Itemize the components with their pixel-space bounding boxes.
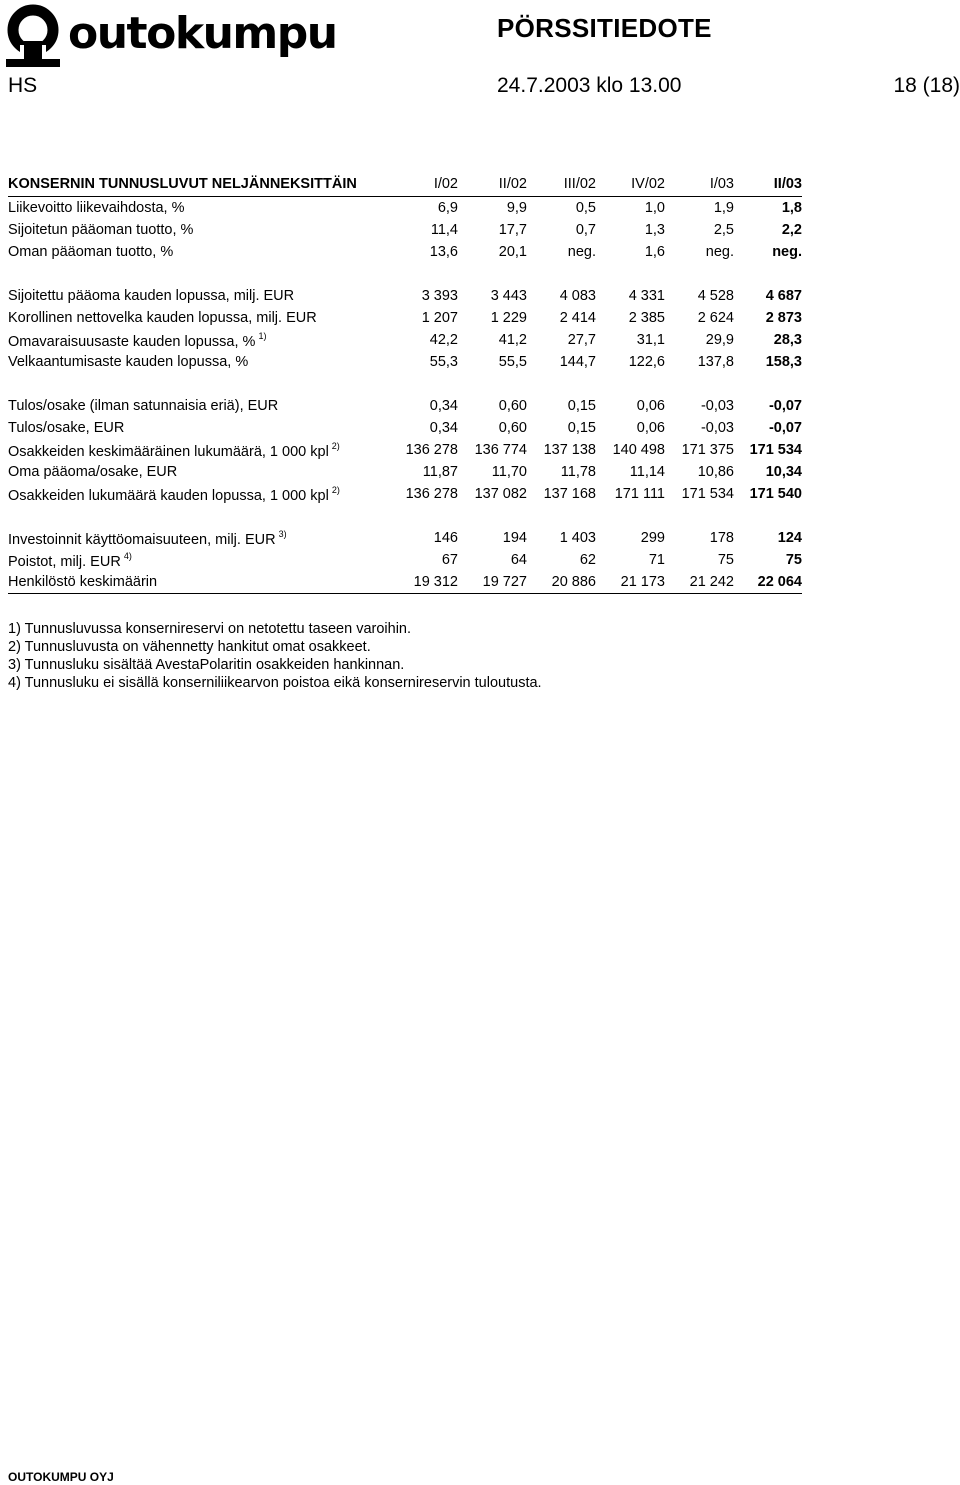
table-cell: 136 278 [405,486,458,502]
row-label-text: Sijoitetun pääoman tuotto, % [8,222,194,238]
table-cell: 171 534 [749,442,802,458]
table-cell: 4 083 [559,288,596,304]
table-cell: 64 [510,552,527,568]
table-cell: 2 873 [765,310,802,326]
table-cell: 1 403 [559,530,596,546]
table-cell: 2 385 [628,310,665,326]
table-cell: 28,3 [773,332,802,348]
row-label [8,483,391,505]
table-cell: 55,3 [429,354,458,370]
table-cell: 0,15 [567,420,596,436]
column-header: IV/02 [596,172,665,197]
row-label-text: Korollinen nettovelka kauden lopussa, milj. EUR [8,310,317,326]
row-label [8,197,391,220]
table-cell: 171 111 [614,486,665,502]
table-cell: 17,7 [498,222,527,238]
table-cell: 4 687 [765,288,802,304]
spacer-cell [8,505,802,527]
row-label-text: Velkaantumisaste kauden lopussa, % [8,354,249,370]
row-label-text: Omavaraisuusaste kauden lopussa, % [8,333,256,350]
table-cell: 10,34 [765,464,802,480]
table-cell: 13,6 [429,244,458,260]
company-logo [4,2,337,70]
table-cell: 1 229 [490,310,527,326]
table-row [8,461,802,483]
table-cell: 140 498 [612,442,665,458]
table-cell: 21 173 [596,571,665,594]
table-cell: 11,14 [629,464,665,480]
table-row [8,219,802,241]
table-cell: 171 540 [749,486,802,502]
table-cell: 19 312 [391,571,458,594]
row-label [8,461,391,483]
table-row [8,241,802,263]
header-hs: HS [8,74,38,97]
table-cell: 1,8 [781,200,802,216]
row-label [8,219,391,241]
table-row [8,197,802,220]
table-cell: 21 242 [665,571,734,594]
table-title: KONSERNIN TUNNUSLUVUT NELJÄNNEKSITTÄIN [8,172,391,197]
table-cell: -0,07 [768,398,802,414]
table-cell: 75 [717,552,734,568]
column-header: II/03 [734,172,802,197]
table-cell: neg. [567,244,596,260]
table-cell: 178 [709,530,734,546]
document-title: PÖRSSITIEDOTE [497,13,712,43]
table-cell: 137 168 [543,486,596,502]
row-label [8,351,391,373]
row-label [8,395,391,417]
row-label [8,439,391,461]
table-cell: 27,7 [567,332,596,348]
row-label [8,329,391,351]
header-date: 24.7.2003 klo 13.00 [497,74,682,97]
table-cell: 2 624 [697,310,734,326]
table-cell: 11,87 [422,464,458,480]
table-cell: 4 528 [697,288,734,304]
row-label [8,241,391,263]
table-cell: 136 278 [405,442,458,458]
row-label-text: Henkilöstö keskimäärin [8,574,158,590]
table-cell: 1 207 [421,310,458,326]
table-row [8,285,802,307]
table-cell: 9,9 [506,200,527,216]
kpi-table [8,172,802,594]
table-row [8,329,802,351]
omega-logo-icon [4,3,62,69]
row-label-text: Investoinnit käyttöomaisuuteen, milj. EUR [8,531,276,548]
table-cell: 29,9 [705,332,734,348]
table-cell: 144,7 [559,354,596,370]
table-cell: 22 064 [734,571,802,594]
table-row [8,307,802,329]
table-cell: -0,03 [700,398,734,414]
table-cell: 0,15 [567,398,596,414]
row-label-text: Oma pääoma/osake, EUR [8,464,178,480]
page-number: 18 (18) [893,74,960,97]
table-cell: 137,8 [697,354,734,370]
table-cell: 41,2 [498,332,527,348]
table-cell: 0,7 [575,222,596,238]
table-cell: 11,78 [560,464,596,480]
table-cell: 137 082 [474,486,527,502]
table-cell: 31,1 [636,332,665,348]
table-row [8,527,802,549]
row-label [8,285,391,307]
row-label-text: Osakkeiden keskimääräinen lukumäärä, 1 000 kpl [8,443,329,460]
table-cell: 6,9 [437,200,458,216]
table-cell: 19 727 [458,571,527,594]
table-row [8,571,802,594]
table-cell: 67 [441,552,458,568]
table-cell: 20,1 [498,244,527,260]
spacer-cell [8,263,802,285]
table-cell: 4 331 [628,288,665,304]
table-cell: 55,5 [498,354,527,370]
table-row [8,417,802,439]
table-cell: 62 [579,552,596,568]
footnote: 4) Tunnusluku ei sisällä konserniliikearvon poistoa eikä konsernireservin tuloutusta. [8,675,542,691]
table-body [8,197,802,594]
table-cell: 0,34 [429,398,458,414]
table-cell: 0,5 [575,200,596,216]
table-cell: 3 393 [421,288,458,304]
table-cell: 0,06 [636,420,665,436]
table-cell: 2,5 [713,222,734,238]
table-cell: 3 443 [490,288,527,304]
table-cell: 0,06 [636,398,665,414]
table-cell: 11,70 [491,464,527,480]
table-cell: 194 [502,530,527,546]
footnote-marker: 1) [258,330,267,341]
spacer-row [8,263,802,285]
spacer-cell [8,373,802,395]
footnote-marker: 3) [278,528,287,539]
table-cell: 171 375 [681,442,734,458]
table-row [8,395,802,417]
table-cell: 1,3 [644,222,665,238]
row-label-text: Tulos/osake, EUR [8,420,125,436]
footnote: 3) Tunnusluku sisältää AvestaPolaritin osakkeiden hankinnan. [8,657,405,673]
table-cell: -0,07 [768,420,802,436]
row-label [8,571,391,594]
table-cell: 42,2 [429,332,458,348]
column-header: III/02 [527,172,596,197]
row-label-text: Tulos/osake (ilman satunnaisia eriä), EUR [8,398,279,414]
table-header-row [8,172,802,197]
table-cell: 136 774 [474,442,527,458]
footnote: 2) Tunnusluvusta on vähennetty hankitut omat osakkeet. [8,639,371,655]
spacer-row [8,505,802,527]
table-cell: 1,9 [713,200,734,216]
table-cell: neg. [705,244,734,260]
table-cell: 0,34 [429,420,458,436]
table-row [8,483,802,505]
table-cell: 11,4 [430,222,458,238]
footnote-marker: 2) [331,440,340,451]
table-row [8,351,802,373]
row-label [8,307,391,329]
row-label-text: Poistot, milj. EUR [8,553,121,570]
column-header: II/02 [458,172,527,197]
table-row [8,439,802,461]
table-cell: 0,60 [498,420,527,436]
row-label-text: Sijoitettu pääoma kauden lopussa, milj. EUR [8,288,295,304]
table-cell: 146 [433,530,458,546]
table-cell: 124 [777,530,802,546]
table-cell: 2 414 [559,310,596,326]
column-header: I/02 [391,172,458,197]
row-label [8,549,391,571]
logo-wordmark: outokumpu [68,8,337,59]
row-label-text: Liikevoitto liikevaihdosta, % [8,200,185,216]
table-cell: 71 [648,552,665,568]
table-cell: 137 138 [543,442,596,458]
table-cell: neg. [772,244,802,260]
footnote: 1) Tunnusluvussa konsernireservi on netotettu taseen varoihin. [8,621,412,637]
row-label [8,417,391,439]
table-cell: 158,3 [765,354,802,370]
row-label [8,527,391,549]
table-cell: 10,86 [697,464,734,480]
table-cell: 1,0 [644,200,665,216]
table-cell: 0,60 [498,398,527,414]
footnotes [8,620,542,692]
table-cell: -0,03 [700,420,734,436]
table-cell: 1,6 [644,244,665,260]
table-cell: 299 [640,530,665,546]
footer-company: OUTOKUMPU OYJ [8,1470,114,1484]
table-cell: 122,6 [628,354,665,370]
table-cell: 75 [785,552,802,568]
footnote-marker: 2) [331,484,340,495]
spacer-row [8,373,802,395]
table-cell: 171 534 [681,486,734,502]
column-header: I/03 [665,172,734,197]
footnote-marker: 4) [123,550,132,561]
table-cell: 2,2 [781,222,802,238]
table-cell: 20 886 [527,571,596,594]
row-label-text: Osakkeiden lukumäärä kauden lopussa, 1 000 kpl [8,487,329,504]
table-row [8,549,802,571]
row-label-text: Oman pääoman tuotto, % [8,244,174,260]
